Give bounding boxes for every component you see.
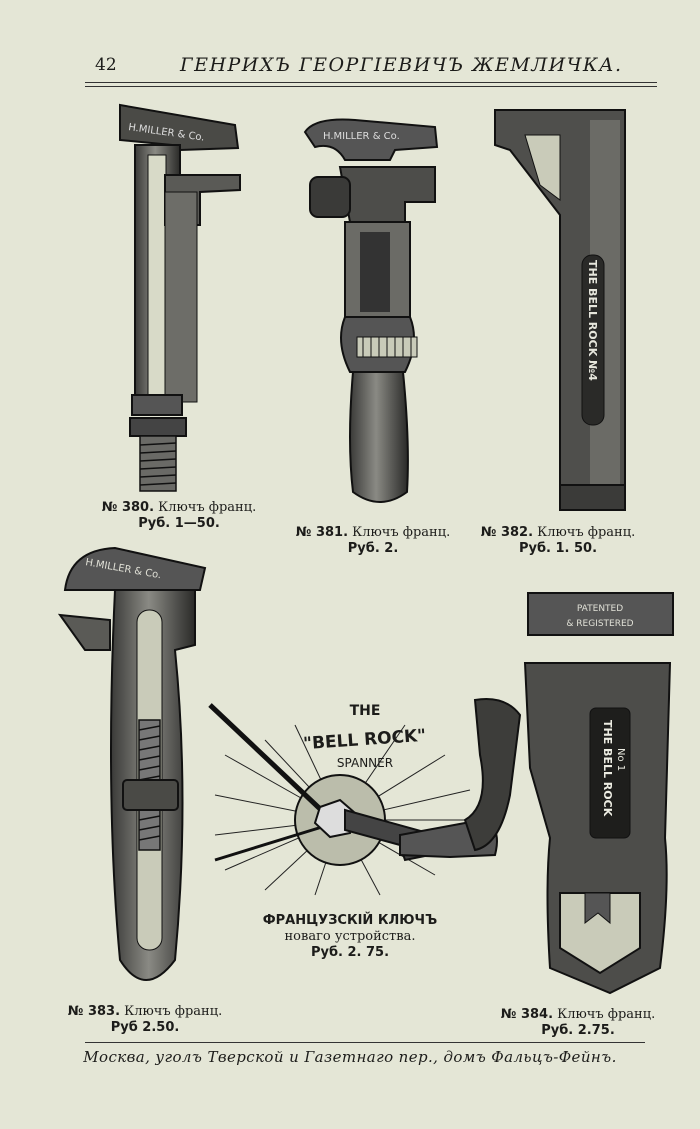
caption-383 [50, 1004, 240, 1036]
spanner-caption-title: ФРАНЦУЗСКІЙ КЛЮЧЪ [262, 913, 438, 928]
wrench-383-illustration [55, 540, 210, 1000]
header-rule-thin [85, 86, 657, 87]
footer-address: Москва, уголъ Тверской и Газетнаго пер., домъ Фальцъ-Фейнъ. [83, 1048, 617, 1066]
caption-382 [458, 525, 658, 557]
item-382-number: № 382. [480, 525, 534, 540]
caption-spanner [230, 913, 470, 961]
caption-384 [478, 1007, 678, 1039]
page-title: ГЕНРИХЪ ГЕОРГІЕВИЧЪ ЖЕМЛИЧКА. [180, 54, 623, 76]
item-383-number: № 383. [67, 1004, 121, 1019]
footer-rule [85, 1042, 645, 1043]
spanner-line2: "BELL ROCK" [302, 725, 427, 755]
caption-381 [278, 525, 468, 557]
item-384-number: № 384. [500, 1007, 554, 1022]
wrench-384-engraving: THE BELL ROCK [601, 720, 614, 817]
wrench-381-engraving: H.MILLER & Co. [323, 131, 400, 142]
item-380-number: № 380. [101, 500, 155, 515]
item-384-desc: Ключъ франц. [557, 1007, 656, 1022]
item-381-desc: Ключъ франц. [352, 525, 451, 540]
item-380-desc: Ключъ франц. [158, 500, 257, 515]
page-number: 42 [95, 55, 117, 75]
wrench-384-illustration [520, 588, 680, 998]
spanner-caption-price: Руб. 2. 75. [310, 945, 390, 960]
item-384-price: Руб. 2.75. [541, 1023, 615, 1038]
wrench-381-illustration [295, 112, 445, 517]
wrench-380-illustration [110, 100, 250, 495]
bell-rock-spanner-illustration [205, 695, 525, 905]
wrench-383-engraving: H.MILLER & Co. [84, 557, 163, 582]
item-383-desc: Ключъ франц. [124, 1004, 223, 1019]
wrench-384-patented: PATENTED [576, 604, 624, 614]
wrench-384-registered: & REGISTERED [566, 619, 634, 629]
item-381-price: Руб. 2. [347, 541, 399, 556]
spanner-line1: THE [349, 703, 381, 719]
wrench-384-engraving-no: No 1 [615, 748, 626, 772]
item-382-price: Руб. 1. 50. [518, 541, 598, 556]
header-rule [85, 82, 657, 83]
caption-380 [84, 500, 274, 532]
item-383-price: Руб 2.50. [110, 1020, 180, 1035]
wrench-382-engraving: THE BELL ROCK №4 [586, 260, 599, 381]
wrench-382-illustration [490, 105, 635, 517]
spanner-caption-sub: новаго устройства. [284, 929, 416, 944]
wrench-380-engraving: H.MILLER & Co. [127, 122, 206, 144]
item-381-number: № 381. [295, 525, 349, 540]
spanner-line3: SPANNER [336, 756, 394, 770]
item-382-desc: Ключъ франц. [537, 525, 636, 540]
item-380-price: Руб. 1—50. [138, 516, 220, 531]
